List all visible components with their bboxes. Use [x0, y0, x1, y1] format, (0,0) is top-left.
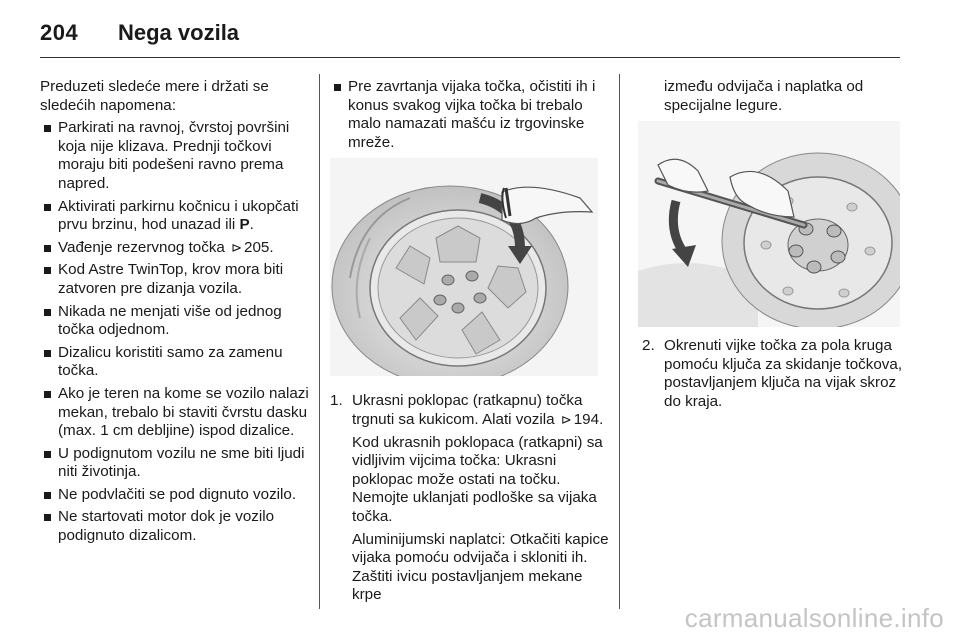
list-item: Aktivirati parkirnu kočnicu i ukopčati prvu brzinu, hod unazad ili P. — [40, 198, 310, 235]
bullet-square-icon — [44, 204, 51, 211]
page-title: Nega vozila — [118, 20, 240, 45]
continued-text: između odvijača i naplatka od specijalne legure. — [664, 78, 864, 114]
step-number: 1. — [330, 392, 343, 410]
precaution-list — [40, 119, 310, 545]
list-item: Ako je teren na kome se vozilo nalazi mekan, trebalo bi staviti čvrstu dasku (max. 1 cm debljine) ispod dizalice. — [40, 385, 310, 441]
step-2: 2. Okrenuti vijke točka za pola kruga pomoću ključa za skidanje točkova, postavljanjem ključa na vijak skroz do kraja. — [642, 337, 903, 410]
column-3 — [642, 78, 912, 416]
list-item: Nikada ne menjati više od jednog točka odjednom. — [40, 303, 310, 340]
page-reference-arrow-icon: ⊳ — [560, 411, 572, 427]
bullet-square-icon — [44, 267, 51, 274]
step-1-note-hubcaps: Kod ukrasnih poklopaca (ratkapni) sa vidljivim vijcima točka: Ukrasni poklopac može ostati na točku. Nemojte uklanjati podloške sa vijaka točka. — [352, 433, 603, 525]
bullet-square-icon — [44, 245, 51, 252]
column-divider-1 — [319, 74, 320, 609]
column-divider-2 — [619, 74, 620, 609]
header-rule — [40, 57, 900, 58]
list-item: Ne startovati motor dok je vozilo podignuto dizalicom. — [40, 508, 310, 545]
wheel-bolt-loosening-illustration — [638, 121, 900, 327]
bullet-square-icon — [44, 125, 51, 132]
list-item: Kod Astre TwinTop, krov mora biti zatvoren pre dizanja vozila. — [40, 261, 310, 298]
bullet-square-icon — [44, 451, 51, 458]
page-header — [40, 14, 920, 54]
list-item: Parkirati na ravnoj, čvrstoj površini koja nije klizava. Prednji točkovi moraju biti podešeni ravno prema napred. — [40, 119, 310, 193]
page-reference[interactable]: 194. — [573, 410, 604, 428]
column-1 — [40, 78, 310, 550]
page-reference[interactable]: 205. — [244, 238, 274, 256]
bullet-square-icon — [334, 84, 341, 91]
list-item: U podignutom vozilu ne sme biti ljudi niti životinja. — [40, 445, 310, 482]
column-2 — [330, 78, 610, 609]
bullet-square-icon — [44, 492, 51, 499]
bullet-square-icon — [44, 309, 51, 316]
gear-p-label: P — [239, 216, 250, 234]
list-item: Pre zavrtanja vijaka točka, očistiti ih i konus svakog vijka točka bi trebalo malo namazati mašću iz trgovinske mreže. — [330, 78, 610, 152]
cleaning-note-list — [330, 78, 610, 152]
step-1-note-alloy: Aluminijumski naplatci: Otkačiti kapice vijaka pomoću odvijača i skloniti ih. Zaštiti ivicu postavljanjem mekane krpe — [352, 530, 609, 604]
bullet-square-icon — [44, 514, 51, 521]
list-item: Vađenje rezervnog točka ⊳ 205. — [40, 239, 310, 258]
step-number: 2. — [642, 337, 655, 355]
bullet-square-icon — [44, 391, 51, 398]
page-reference-arrow-icon: ⊳ — [231, 239, 243, 255]
intro-text: Preduzeti sledeće mere i držati se sledećih napomena: — [40, 78, 269, 114]
page-number: 204 — [40, 20, 79, 45]
step-1: 1. Ukrasni poklopac (ratkapnu) točka trgnuti sa kukicom. Alati vozila ⊳ 194. Kod ukrasnih poklopaca (ratkapni) sa vidljivim vijcima točka: Ukrasni poklopac može ostati na točku. Nemojte uklanjati podloške sa vijaka točka. Aluminijumski naplatci: Otkačiti kapice vijaka pomoću odvijača i skloniti ih. Zaštiti ivicu postavljanjem mekane krpe — [330, 392, 609, 604]
watermark-text: carmanualsonline.info — [684, 603, 944, 633]
hubcap-removal-illustration — [330, 158, 598, 376]
list-item: Ne podvlačiti se pod dignuto vozilo. — [40, 486, 310, 505]
list-item: Dizalicu koristiti samo za zamenu točka. — [40, 344, 310, 381]
bullet-square-icon — [44, 350, 51, 357]
